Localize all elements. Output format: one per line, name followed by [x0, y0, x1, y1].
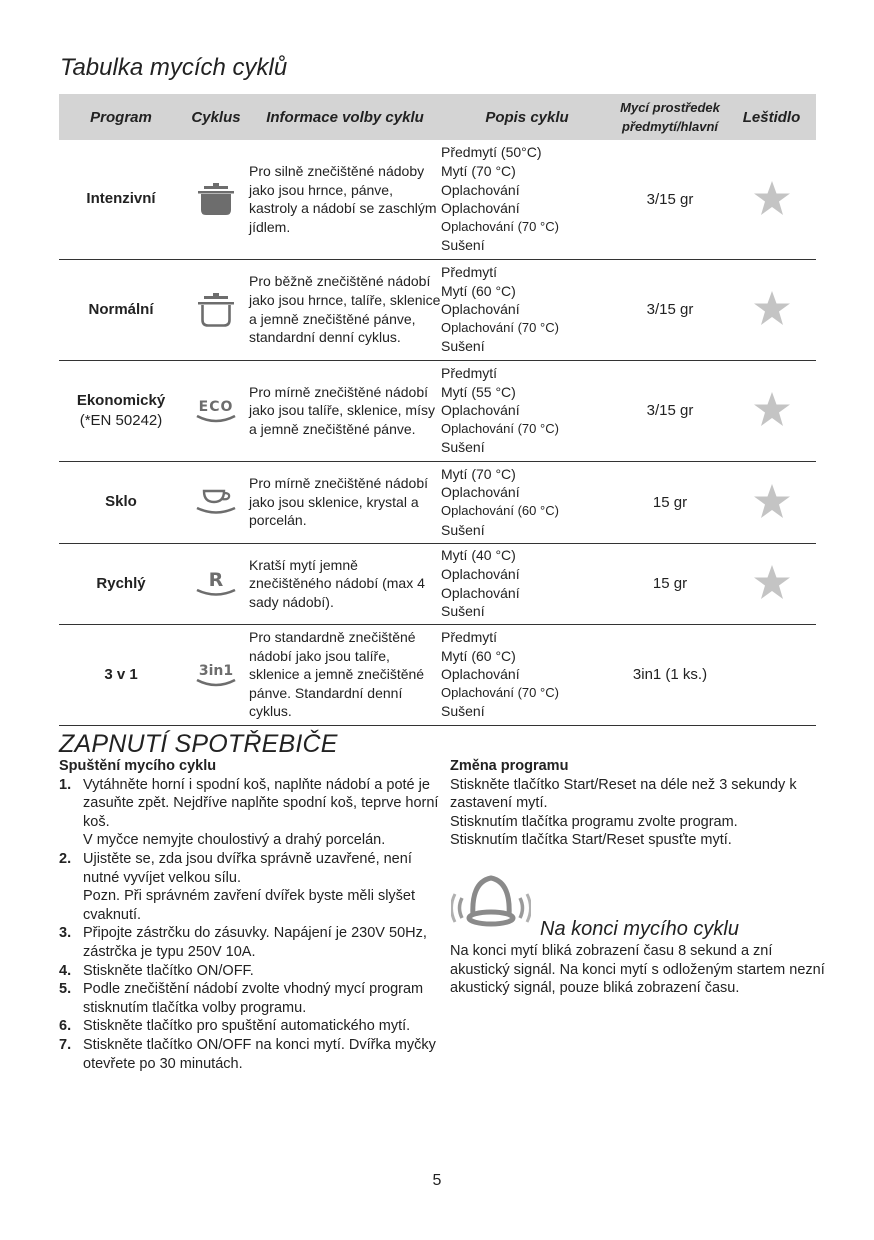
program-label: Sklo	[105, 493, 137, 510]
change-program-line: Stisknutím tlačítka programu zvolte program.	[450, 813, 738, 830]
three-in-one-icon	[194, 660, 238, 690]
header-detergent-line2: předmytí/hlavní	[621, 119, 719, 134]
cycle-info: Pro mírně znečištěné nádobí jako jsou talíře, sklenice, mísy a jemně znečištěné pánve.	[249, 360, 441, 461]
header-detergent-line1: Mycí prostředek	[620, 100, 720, 115]
description-line: Oplachování (70 °C)	[441, 684, 559, 700]
startup-steps	[59, 776, 439, 1074]
cycle-info: Kratší mytí jemně znečištěného nádobí (max 4 sady nádobí).	[249, 543, 441, 624]
rapid-icon-text: R	[208, 568, 224, 591]
star-icon	[753, 564, 791, 600]
description-line: Oplachování	[441, 666, 520, 683]
table-row	[59, 140, 816, 259]
change-program-line: Stiskněte tlačítko Start/Reset na déle než 3 sekundy k zastavení mytí.	[450, 776, 797, 812]
star-icon	[753, 180, 791, 216]
change-program-section	[450, 757, 830, 850]
rapid-icon	[194, 569, 238, 599]
step-number: 4.	[59, 962, 72, 979]
step-number: 5.	[59, 981, 72, 998]
eco-icon-text: ECO	[198, 398, 234, 415]
list-item	[59, 850, 439, 924]
step-note: Pozn. Při správném zavření dvířek byste měli slyšet cvaknutí.	[83, 888, 416, 923]
list-item	[59, 924, 439, 961]
description-line: Předmytí (50°C)	[441, 144, 542, 161]
program-name	[59, 140, 183, 259]
table-row	[59, 624, 816, 725]
bell-icon	[451, 872, 531, 934]
step-note: V myčce nemyjte choulostivý a drahý porcelán.	[83, 832, 386, 849]
program-label: Intenzivní	[86, 190, 156, 208]
detergent-amount: 15 gr	[613, 461, 727, 543]
cycle-description	[441, 624, 613, 725]
description-line: Oplachování (70 °C)	[441, 218, 559, 234]
description-line: Předmytí	[441, 629, 498, 646]
header-rinse-aid: Leštidlo	[727, 94, 816, 140]
step-text: Ujistěte se, zda jsou dvířka správně uzavřené, není nutné vyvíjet velkou sílu.	[83, 850, 412, 886]
description-line: Sušení	[441, 703, 485, 720]
cycle-info: Pro běžně znečištěné nádobí jako jsou hrnce, talíře, sklenice a jemně znečištěné pánve, standardní denní cyklus.	[249, 259, 441, 360]
description-line: Oplachování	[441, 565, 520, 582]
step-text: Stiskněte tlačítko ON/OFF.	[83, 962, 254, 979]
cup-icon	[194, 487, 238, 517]
description-line: Sušení	[441, 603, 485, 620]
description-line: Mytí (70 °C)	[441, 163, 516, 180]
cycle-info: Pro mírně znečištěné nádobí jako jsou sklenice, krystal a porcelán.	[249, 461, 441, 543]
cycle-info: Pro silně znečištěné nádoby jako jsou hrnce, pánve, kastroly a nádobí se zaschlým jídlem.	[249, 140, 441, 259]
step-number: 2.	[59, 850, 72, 867]
program-label: Ekonomický	[76, 391, 166, 409]
step-text: Připojte zástrčku do zásuvky. Napájení je 230V 50Hz, zástrčka je typu 250V 10A.	[83, 925, 427, 960]
cycle-description	[441, 259, 613, 360]
description-line: Sušení	[441, 237, 485, 254]
program-name	[59, 624, 183, 725]
description-line: Oplachování	[441, 181, 520, 198]
program-label: Normální	[88, 300, 154, 318]
program-name	[59, 543, 183, 624]
end-of-cycle-title: Na konci mycího cyklu	[540, 918, 739, 940]
step-text: Stiskněte tlačítko ON/OFF na konci mytí. Dvířka myčky otevřete po 30 minutách.	[83, 1036, 436, 1072]
description-line: Oplachování	[441, 584, 520, 601]
star-icon	[753, 391, 791, 427]
description-line: Sušení	[441, 439, 485, 456]
page-number: 5	[432, 1172, 442, 1189]
cycle-description	[441, 543, 613, 624]
program-name	[59, 360, 183, 461]
header-description: Popis cyklu	[441, 94, 613, 140]
description-line: Mytí (70 °C)	[441, 465, 516, 482]
list-item	[59, 1017, 439, 1036]
description-line: Mytí (60 °C)	[441, 647, 516, 664]
step-number: 3.	[59, 925, 72, 942]
header-detergent	[613, 94, 727, 140]
star-icon	[753, 290, 791, 326]
list-item	[59, 776, 439, 850]
description-line: Předmytí	[441, 365, 498, 382]
table-row	[59, 543, 816, 624]
table-header-row	[59, 94, 816, 140]
cycle-description	[441, 140, 613, 259]
description-line: Oplachování	[441, 484, 520, 501]
program-label: Rychlý	[96, 574, 146, 592]
description-line: Mytí (60 °C)	[441, 282, 516, 299]
program-name	[59, 461, 183, 543]
startup-instructions	[59, 757, 439, 1073]
description-line: Oplachování (60 °C)	[441, 503, 559, 518]
step-number: 1.	[59, 776, 72, 793]
end-of-cycle-text: Na konci mytí bliká zobrazení času 8 sekund a zní akustický signál. Na konci mytí s odloženým startem nezní akustický signál, pouze bliká zobrazení času.	[450, 943, 825, 997]
detergent-amount: 3/15 gr	[613, 360, 727, 461]
header-info: Informace volby cyklu	[249, 94, 441, 140]
step-number: 7.	[59, 1036, 72, 1053]
step-text: Vytáhněte horní i spodní koš, naplňte nádobí a poté je zasuňte zpět. Nejdříve naplňte spodní koš, teprve horní koš.	[83, 776, 439, 830]
table-row	[59, 259, 816, 360]
change-program-title: Změna programu	[450, 758, 569, 774]
description-line: Mytí (40 °C)	[441, 547, 516, 564]
description-line: Předmytí	[441, 264, 498, 281]
description-line: Sušení	[441, 521, 485, 538]
detergent-amount: 15 gr	[613, 543, 727, 624]
detergent-amount: 3in1 (1 ks.)	[613, 624, 727, 725]
step-number: 6.	[59, 1018, 72, 1035]
header-cycle: Cyklus	[183, 94, 249, 140]
star-icon	[753, 483, 791, 519]
list-item	[59, 980, 439, 1017]
startup-subtitle: Spuštění mycího cyklu	[59, 758, 217, 774]
table-row	[59, 461, 816, 543]
description-line: Oplachování (70 °C)	[441, 420, 559, 436]
rinse-aid-empty	[727, 624, 816, 725]
list-item	[59, 1036, 439, 1073]
pot-filled-icon	[197, 182, 235, 216]
detergent-amount: 3/15 gr	[613, 259, 727, 360]
program-sublabel: (*EN 50242)	[79, 411, 163, 429]
description-line: Mytí (55 °C)	[441, 383, 516, 400]
wash-cycle-table	[59, 94, 816, 726]
change-program-line: Stisknutím tlačítka Start/Reset spusťte mytí.	[450, 832, 732, 849]
description-line: Oplachování	[441, 301, 520, 318]
description-line: Oplachování	[441, 200, 520, 217]
step-text: Podle znečištění nádobí zvolte vhodný mycí program stisknutím tlačítka volby programu.	[83, 981, 424, 1016]
table-row	[59, 360, 816, 461]
description-line: Oplachování (70 °C)	[441, 319, 559, 335]
cycle-info: Pro standardně znečištěné nádobí jako jsou talíře, sklenice a jemně znečištěné pánve. Standardní denní cyklus.	[249, 624, 441, 725]
description-line: Oplachování	[441, 402, 520, 419]
cycle-description	[441, 461, 613, 543]
step-text: Stiskněte tlačítko pro spuštění automatického mytí.	[83, 1018, 411, 1035]
program-label: 3 v 1	[104, 665, 138, 683]
list-item	[59, 962, 439, 981]
three-in-one-icon-text: 3in1	[198, 662, 234, 679]
detergent-amount: 3/15 gr	[613, 140, 727, 259]
startup-section-title: ZAPNUTÍ SPOTŘEBIČE	[59, 730, 338, 758]
header-program: Program	[59, 94, 183, 140]
description-line: Sušení	[441, 338, 485, 355]
eco-icon	[194, 396, 238, 426]
page-title: Tabulka mycích cyklů	[60, 54, 288, 81]
cycle-description	[441, 360, 613, 461]
pot-outline-icon	[197, 292, 235, 328]
program-name	[59, 259, 183, 360]
